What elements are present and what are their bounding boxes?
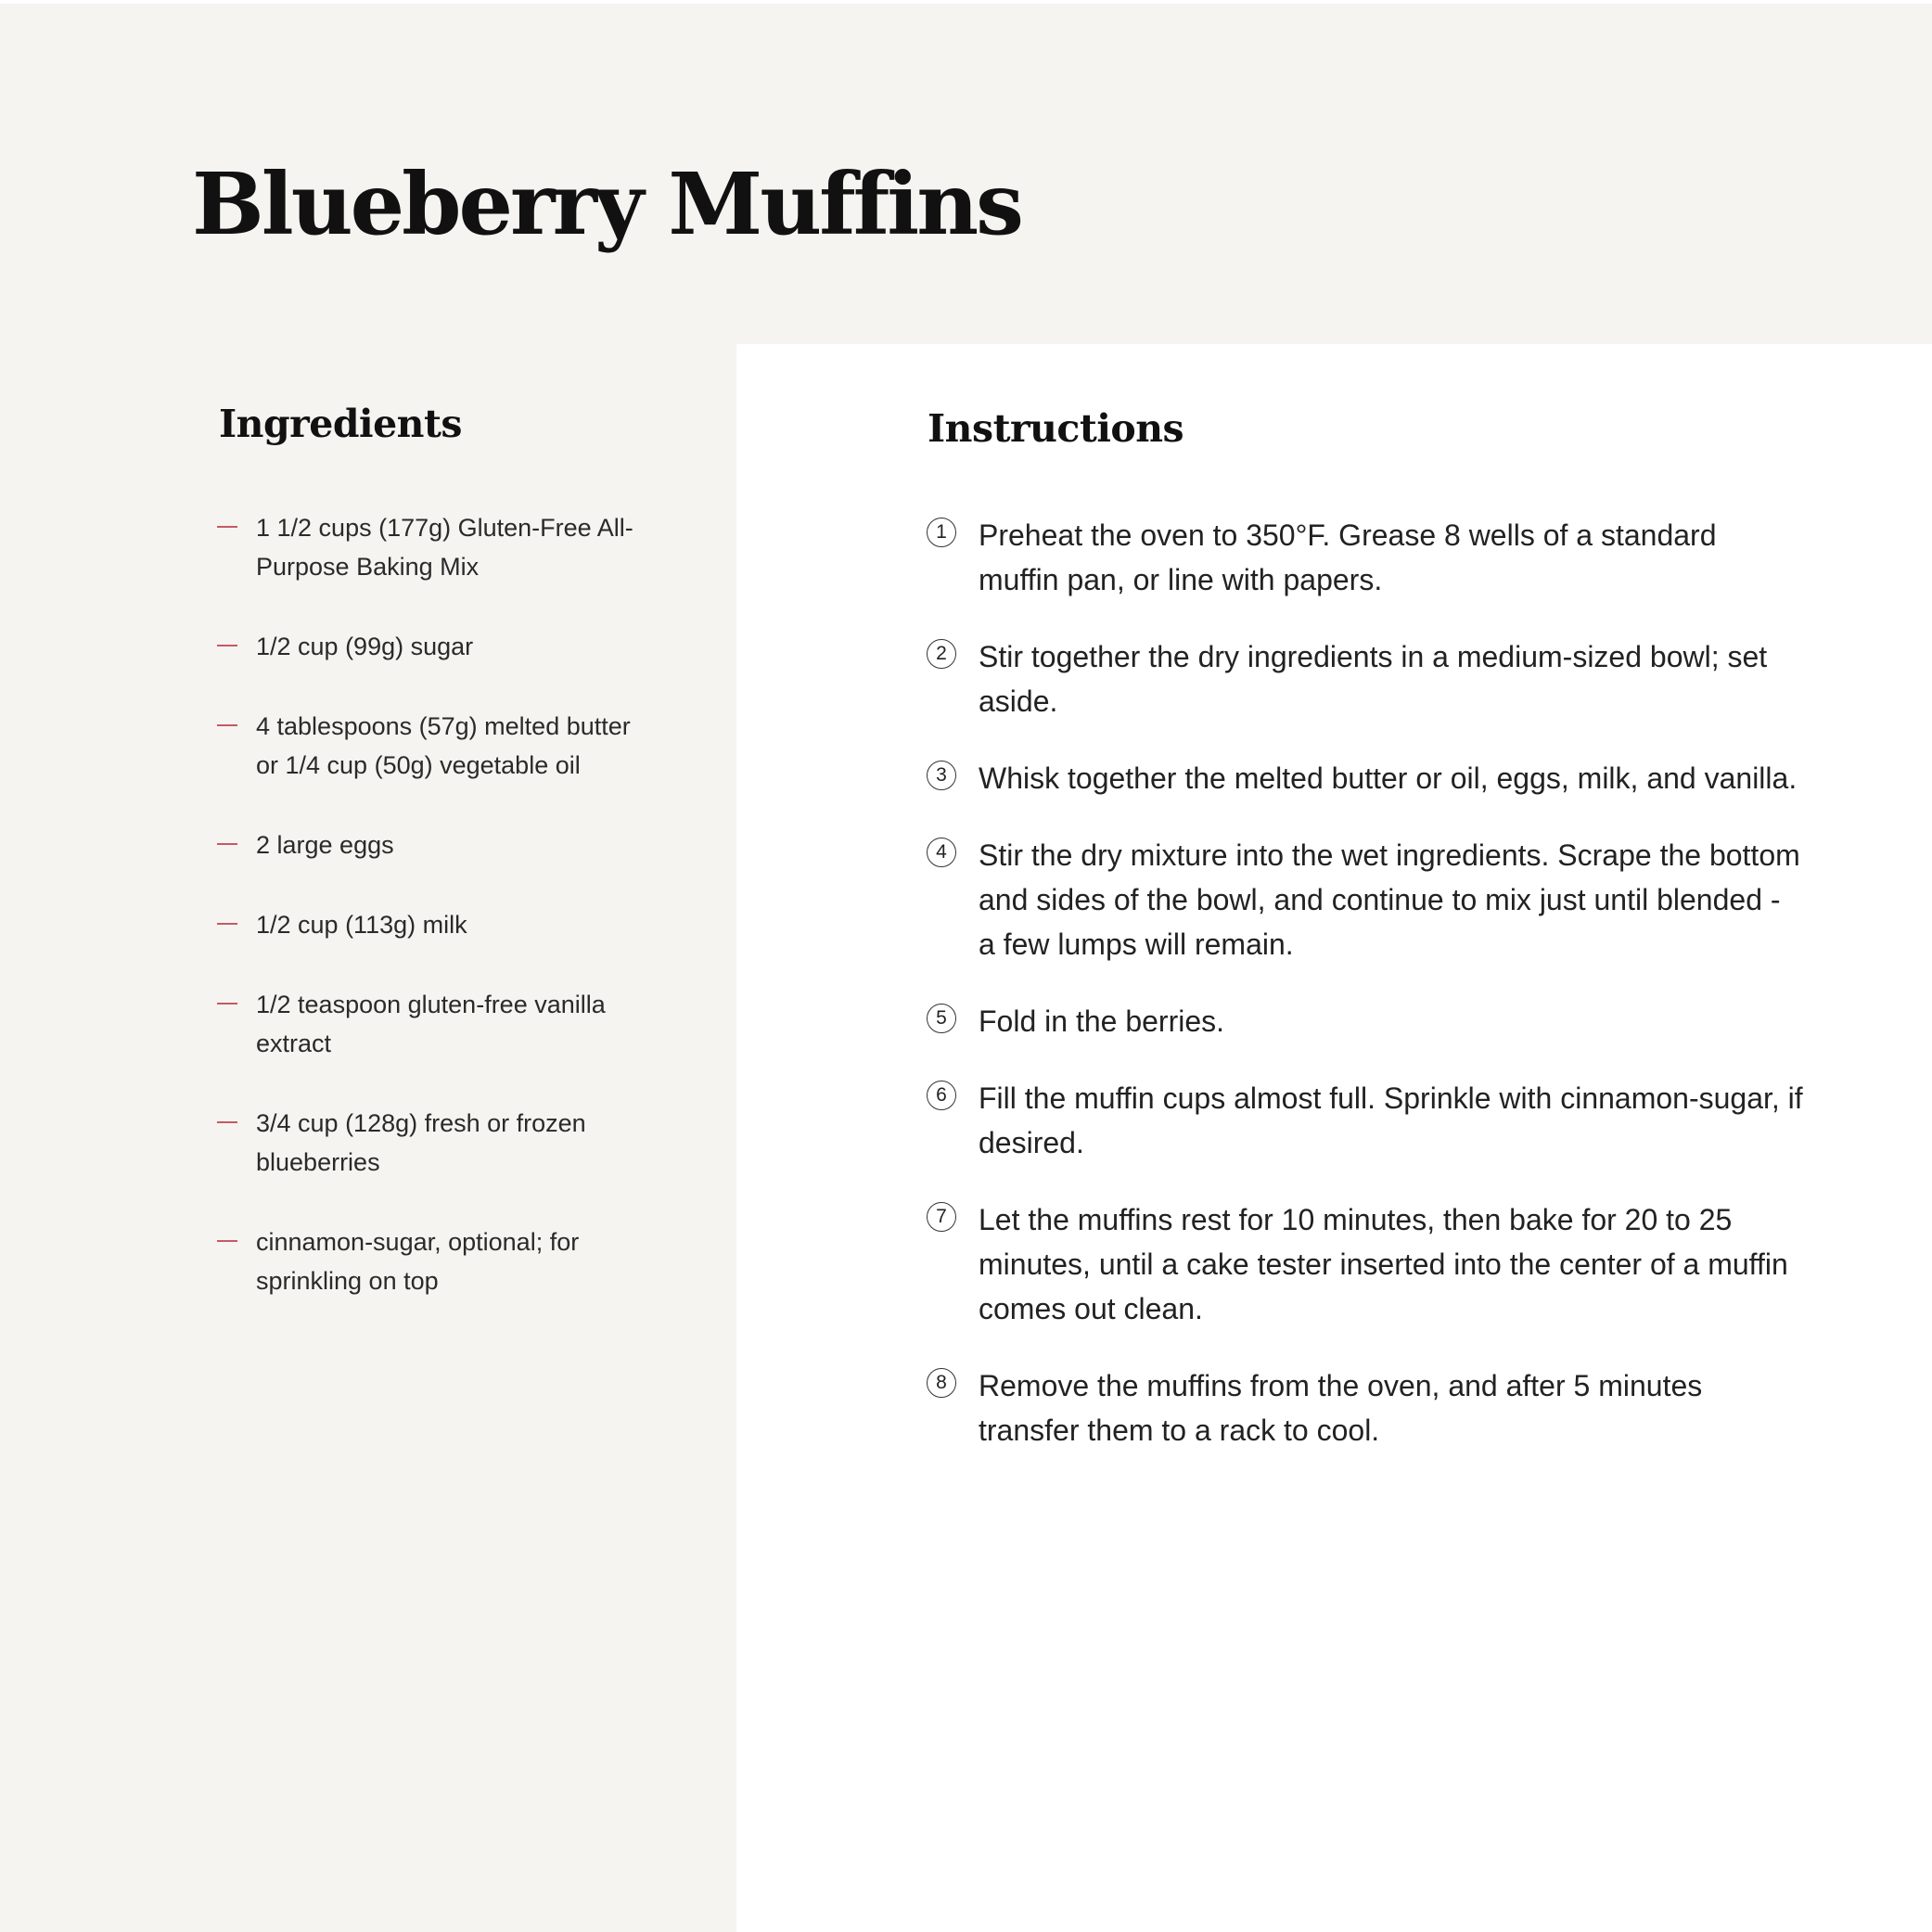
ingredient-item [217,985,653,1063]
ingredient-item [217,1104,653,1182]
instruction-step [927,999,1803,1043]
ingredient-item [217,508,653,586]
dash-icon [217,843,237,845]
top-edge-strip [0,0,1932,4]
step-number-circle: 8 [927,1368,956,1398]
step-number-circle: 7 [927,1202,956,1232]
ingredient-text: 2 large eggs [256,831,394,859]
ingredient-text: 1/2 cup (99g) sugar [256,633,474,660]
step-text: Preheat the oven to 350°F. Grease 8 wells of a standard muffin pan, or line with papers. [979,518,1717,596]
step-number-circle: 6 [927,1081,956,1110]
ingredient-item [217,905,653,944]
step-text: Whisk together the melted butter or oil, eggs, milk, and vanilla. [979,761,1798,795]
ingredients-heading: Ingredients [219,402,463,446]
step-number-circle: 4 [927,838,956,867]
step-number-circle: 2 [927,639,956,669]
instruction-step [927,634,1803,723]
dash-icon [217,1240,237,1242]
dash-icon [217,645,237,646]
instruction-step [927,1363,1803,1452]
instruction-step [927,513,1803,602]
step-text: Let the muffins rest for 10 minutes, then bake for 20 to 25 minutes, until a cake tester inserted into the center of a muffin comes out clean. [979,1203,1788,1325]
step-number-circle: 1 [927,518,956,547]
step-text: Stir the dry mixture into the wet ingredients. Scrape the bottom and sides of the bowl, and continue to mix just until blended - a few lumps will remain. [979,838,1800,961]
step-number-circle: 3 [927,761,956,790]
recipe-title: Blueberry Muffins [192,154,1021,254]
ingredient-text: 1 1/2 cups (177g) Gluten-Free All-Purpose Baking Mix [256,514,633,581]
ingredient-text: 4 tablespoons (57g) melted butter or 1/4 cup (50g) vegetable oil [256,712,631,779]
step-text: Fill the muffin cups almost full. Sprinkle with cinnamon-sugar, if desired. [979,1081,1803,1159]
ingredient-item [217,1222,653,1300]
ingredient-text: 3/4 cup (128g) fresh or frozen blueberries [256,1109,586,1176]
instruction-step [927,756,1803,800]
instruction-step [927,1076,1803,1165]
ingredient-item [217,707,653,785]
step-text: Fold in the berries. [979,1004,1225,1038]
ingredients-list [217,508,653,1341]
dash-icon [217,923,237,925]
ingredient-item [217,627,653,666]
step-text: Remove the muffins from the oven, and after 5 minutes transfer them to a rack to cool. [979,1369,1703,1447]
instructions-heading: Instructions [928,406,1184,451]
ingredient-text: cinnamon-sugar, optional; for sprinkling on top [256,1228,580,1295]
step-number-circle: 5 [927,1004,956,1033]
step-text: Stir together the dry ingredients in a medium-sized bowl; set aside. [979,640,1768,718]
ingredient-item [217,825,653,864]
instruction-step [927,833,1803,966]
instruction-step [927,1197,1803,1331]
ingredient-text: 1/2 cup (113g) milk [256,911,467,939]
dash-icon [217,1121,237,1123]
dash-icon [217,526,237,528]
ingredient-text: 1/2 teaspoon gluten-free vanilla extract [256,991,606,1057]
instructions-list [927,513,1803,1485]
dash-icon [217,724,237,726]
dash-icon [217,1003,237,1004]
